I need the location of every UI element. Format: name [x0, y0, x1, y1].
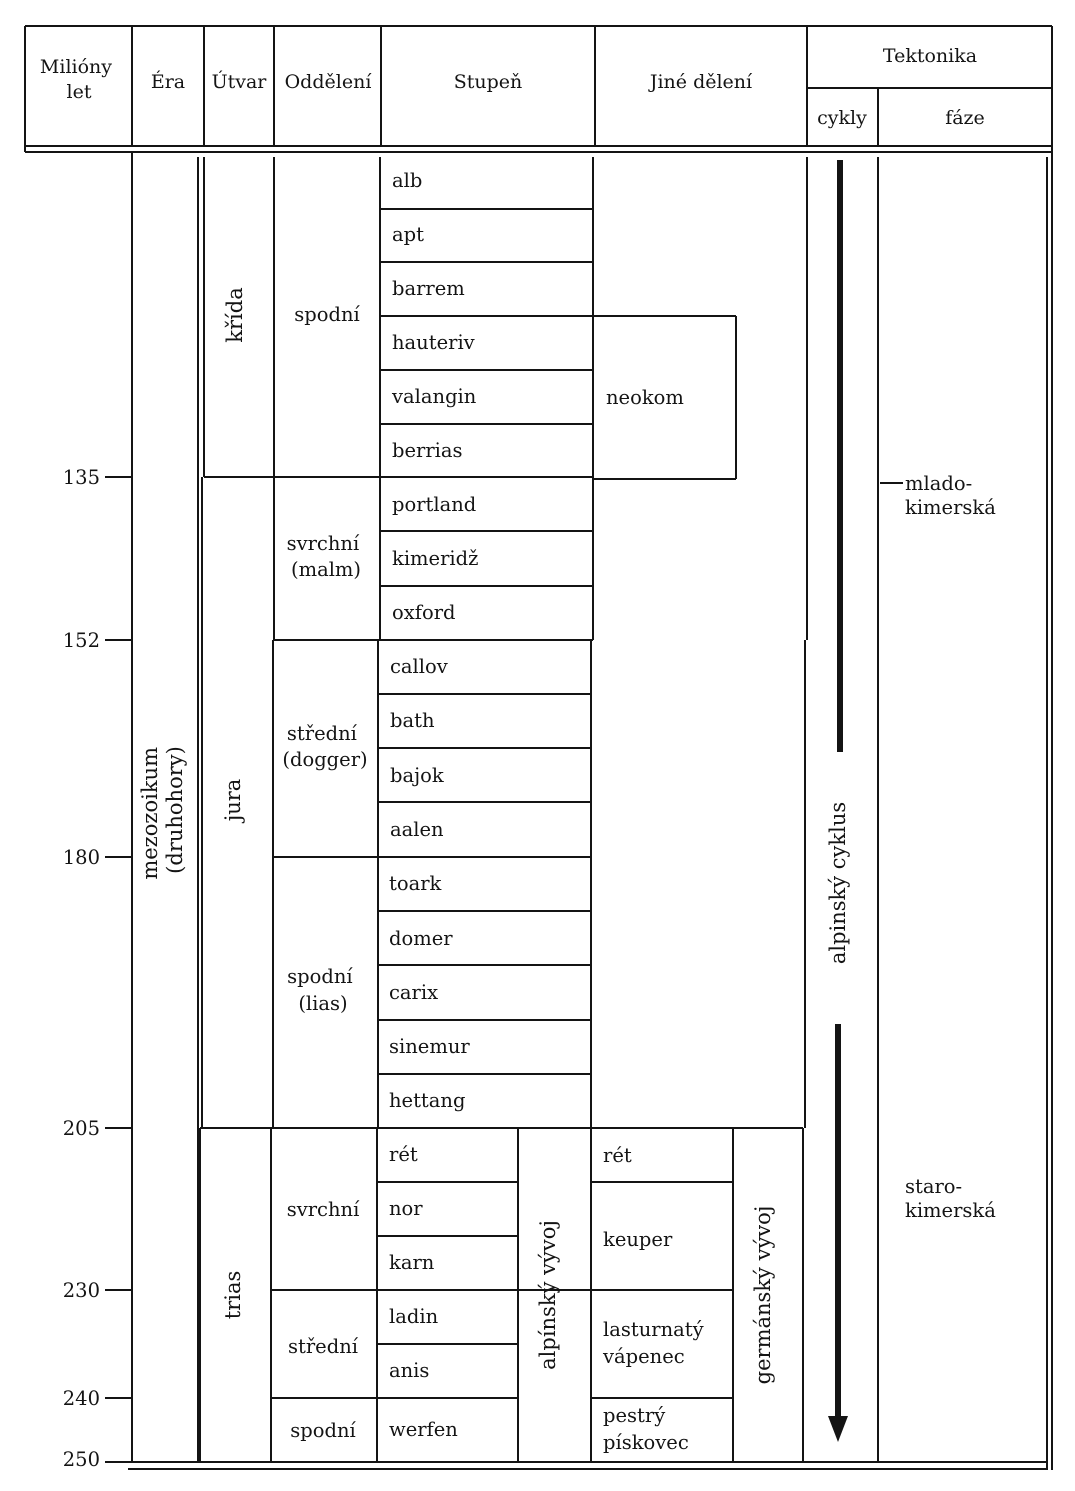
system-jurassic: jura — [221, 778, 245, 822]
stage-cell: berrias — [392, 439, 463, 462]
stage-cell: ladin — [389, 1305, 439, 1328]
series-cretaceous-lower: spodní — [294, 303, 360, 326]
germanic-cell: keuper — [603, 1228, 673, 1251]
series-triassic-lower: spodní — [290, 1419, 356, 1442]
series-triassic-middle: střední — [288, 1335, 358, 1358]
stage-cell: barrem — [392, 277, 465, 300]
stage-cell: anis — [389, 1359, 430, 1382]
stage-cell: valangin — [392, 385, 477, 408]
phase-young-kimmerian: mlado- kimerská — [905, 472, 996, 519]
stage-cell: carix — [389, 981, 439, 1004]
series-jurassic-lower: spodní (lias) — [287, 965, 353, 1015]
era-label: mezozoikum (druhohory) — [138, 746, 187, 880]
stage-cell: portland — [392, 493, 477, 516]
age-label: 205 — [62, 1117, 100, 1140]
stage-cell: bath — [390, 709, 435, 732]
alpine-development-label: alpínský vývoj — [536, 1220, 560, 1370]
stage-cell: oxford — [392, 601, 456, 624]
header-system: Útvar — [211, 71, 267, 93]
header-era: Éra — [150, 71, 186, 93]
series-jurassic-upper: svrchní (malm) — [286, 532, 362, 581]
header-other: Jiné dělení — [649, 71, 753, 93]
header-phases: fáze — [945, 107, 985, 129]
header-stage: Stupeň — [453, 71, 523, 93]
header-cycles: cykly — [817, 107, 867, 129]
stage-cell: sinemur — [389, 1035, 470, 1058]
header-tectonics: Tektonika — [882, 45, 978, 67]
stage-cell: callov — [390, 655, 448, 678]
system-triassic: trias — [221, 1270, 245, 1320]
stage-cell: karn — [389, 1251, 435, 1274]
germanic-cell: lasturnatý vápenec — [603, 1318, 704, 1368]
stage-cell: kimeridž — [392, 547, 479, 570]
age-label: 230 — [62, 1279, 100, 1302]
header-mya: Milióny let — [39, 56, 113, 103]
age-label: 240 — [62, 1387, 100, 1410]
stage-cell: bajok — [390, 764, 444, 787]
phase-old-kimmerian: staro- kimerská — [905, 1175, 996, 1222]
stage-cell: hauteriv — [392, 331, 475, 354]
stage-cell: alb — [392, 169, 423, 192]
stage-cell: nor — [389, 1197, 423, 1220]
cycle-arrow-icon — [828, 160, 848, 1442]
series-jurassic-middle: střední (dogger) — [282, 722, 368, 771]
alpine-cycle-label: alpinský cyklus — [826, 801, 850, 965]
stage-cell: aalen — [390, 818, 444, 841]
header-series: Oddělení — [284, 71, 372, 93]
age-label: 250 — [62, 1448, 100, 1471]
stage-cell: werfen — [389, 1418, 458, 1441]
stage-cell: apt — [392, 223, 424, 246]
germanic-cell: rét — [603, 1144, 632, 1167]
stage-cell: hettang — [389, 1089, 466, 1112]
germanic-cell: pestrý pískovec — [603, 1404, 689, 1454]
stage-cell: rét — [389, 1143, 418, 1166]
germanic-development-label: germánský vývoj — [751, 1205, 775, 1385]
age-label: 152 — [62, 629, 100, 652]
stage-cell: domer — [389, 927, 453, 950]
neokom-label: neokom — [606, 386, 684, 409]
system-cretaceous: křída — [223, 287, 247, 343]
age-label: 135 — [62, 466, 100, 489]
stage-cell: toark — [389, 872, 442, 895]
age-label: 180 — [62, 846, 100, 869]
series-triassic-upper: svrchní — [286, 1198, 360, 1221]
